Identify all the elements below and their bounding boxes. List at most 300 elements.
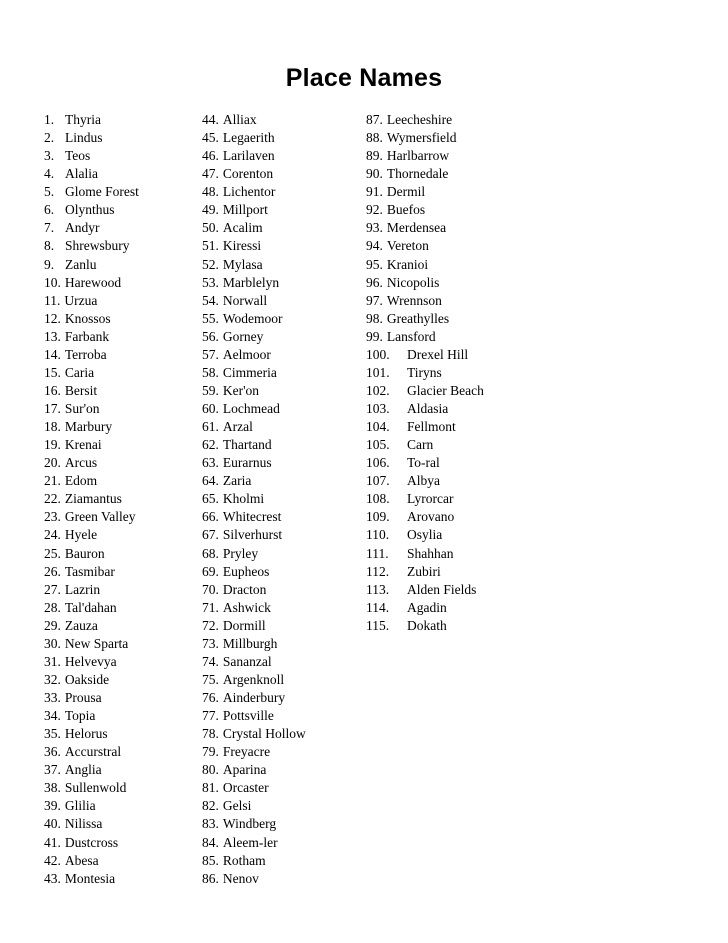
list-item [366, 581, 566, 599]
list-item [202, 599, 352, 617]
item-number: 18. [44, 419, 61, 435]
list-item [202, 201, 352, 219]
place-name: Lansford [386, 328, 436, 344]
place-name: Wrennson [386, 292, 442, 308]
list-item [366, 418, 566, 436]
item-number: 77. [202, 708, 219, 724]
place-name: Farbank [64, 328, 110, 344]
item-number: 3. [44, 148, 55, 164]
item-number: 108. [366, 491, 390, 507]
list-item [44, 237, 194, 255]
item-number: 4. [44, 166, 55, 182]
place-name: Bersit [64, 382, 98, 398]
list-item [202, 472, 352, 490]
list-item [202, 436, 352, 454]
item-number: 92. [366, 202, 383, 218]
list-item [202, 545, 352, 563]
item-number: 43. [44, 870, 61, 886]
list-item [202, 671, 352, 689]
list-item [44, 617, 194, 635]
item-number: 33. [44, 690, 61, 705]
list-item [366, 508, 566, 526]
list-item [44, 526, 194, 544]
place-name: Vereton [386, 238, 429, 254]
place-name: Rotham [222, 852, 266, 868]
place-name: Kholmi [222, 491, 265, 507]
list-item [366, 219, 566, 237]
list-item [202, 834, 352, 852]
list-item [202, 815, 352, 833]
item-number: 104. [366, 419, 390, 435]
list-item [202, 653, 352, 671]
list-item [44, 183, 194, 201]
list-item [366, 526, 566, 544]
place-name: Ainderbury [222, 690, 286, 705]
place-name: Topia [64, 708, 96, 724]
item-number: 12. [44, 310, 61, 326]
place-name: Glacier Beach [407, 382, 484, 398]
place-name: Marblelyn [222, 274, 280, 290]
place-name: Lyrorcar [407, 491, 454, 507]
place-name: New Sparta [64, 635, 129, 651]
list-item [366, 201, 566, 219]
item-number: 11. [44, 292, 61, 308]
place-name: Drexel Hill [407, 346, 469, 362]
place-name: Kranioi [386, 256, 429, 272]
list-item [366, 310, 566, 328]
list-item [44, 418, 194, 436]
item-number: 67. [202, 527, 219, 543]
place-name: Marbury [64, 419, 113, 435]
item-number: 109. [366, 509, 390, 525]
item-number: 44. [202, 112, 219, 127]
list-item [202, 165, 352, 183]
list-item [366, 472, 566, 490]
place-name: Acalim [222, 220, 263, 236]
item-number: 68. [202, 545, 219, 561]
list-item [202, 689, 352, 707]
item-number: 46. [202, 148, 219, 164]
list-item [366, 436, 566, 454]
item-number: 75. [202, 671, 219, 687]
place-name: Zubiri [407, 563, 441, 579]
place-name: Dustcross [64, 834, 119, 850]
place-name: Arzal [222, 419, 253, 435]
item-number: 74. [202, 653, 219, 669]
list-item [44, 797, 194, 815]
list-item [366, 165, 566, 183]
place-name: Alden Fields [407, 581, 477, 597]
place-name: Oakside [64, 671, 110, 687]
place-name: Millburgh [222, 635, 278, 651]
place-name: Arovano [407, 509, 455, 525]
list-item [44, 328, 194, 346]
item-number: 22. [44, 491, 61, 507]
item-number: 23. [44, 509, 61, 525]
item-number: 30. [44, 635, 61, 651]
list-item [366, 328, 566, 346]
place-name: Nicopolis [386, 274, 440, 290]
item-number: 76. [202, 690, 219, 705]
list-item [366, 545, 566, 563]
list-item [366, 292, 566, 310]
item-number: 70. [202, 581, 219, 597]
item-number: 40. [44, 816, 61, 832]
item-number: 37. [44, 762, 61, 778]
item-number: 100. [366, 346, 390, 362]
list-item [44, 852, 194, 870]
list-item [44, 581, 194, 599]
item-number: 10. [44, 274, 61, 290]
place-name: Nilissa [64, 816, 103, 832]
list-item [44, 454, 194, 472]
list-item [202, 581, 352, 599]
place-name: Arcus [64, 455, 98, 471]
place-name: Aldasia [407, 401, 449, 416]
item-number: 29. [44, 617, 61, 633]
item-number: 59. [202, 382, 219, 398]
place-name: Montesia [64, 870, 116, 886]
item-number: 88. [366, 130, 383, 146]
item-number: 111. [366, 545, 389, 561]
place-name: Freyacre [222, 744, 271, 760]
list-item [44, 165, 194, 183]
item-number: 15. [44, 364, 61, 380]
place-name: Cimmeria [222, 364, 277, 380]
place-name: Gorney [222, 328, 264, 344]
item-number: 24. [44, 527, 61, 543]
item-number: 107. [366, 473, 390, 489]
place-name: Agadin [407, 599, 447, 615]
item-number: 65. [202, 491, 219, 507]
item-number: 55. [202, 310, 219, 326]
item-number: 25. [44, 545, 61, 561]
item-number: 91. [366, 184, 383, 200]
item-number: 86. [202, 870, 219, 886]
list-item [44, 472, 194, 490]
place-name: Fellmont [407, 419, 456, 435]
place-name: Dokath [407, 617, 447, 633]
list-item [44, 364, 194, 382]
list-item [44, 834, 194, 852]
item-number: 2. [44, 130, 55, 146]
item-number: 14. [44, 346, 61, 362]
item-number: 99. [366, 328, 383, 344]
item-number: 38. [44, 780, 61, 796]
place-name: Albya [407, 473, 440, 489]
list-item [44, 310, 194, 328]
list-item [44, 400, 194, 418]
list-item [44, 870, 194, 888]
place-name: Olynthus [65, 202, 115, 218]
place-name: Leecheshire [386, 112, 453, 127]
item-number: 5. [44, 184, 55, 200]
place-name: Lichentor [222, 184, 276, 200]
list-item [202, 310, 352, 328]
list-item [44, 382, 194, 400]
item-number: 31. [44, 653, 61, 669]
place-name: Buefos [386, 202, 426, 218]
item-number: 69. [202, 563, 219, 579]
place-name: Hyele [64, 527, 98, 543]
list-item [366, 147, 566, 165]
list-item [202, 292, 352, 310]
list-item [44, 346, 194, 364]
item-number: 110. [366, 527, 390, 543]
item-number: 64. [202, 473, 219, 489]
list-item [366, 237, 566, 255]
item-number: 97. [366, 292, 383, 308]
item-number: 90. [366, 166, 383, 182]
item-number: 13. [44, 328, 61, 344]
place-name: Zanlu [65, 256, 97, 272]
item-number: 83. [202, 816, 219, 832]
page-title: Place Names [285, 63, 443, 92]
list-item [202, 364, 352, 382]
list-item [202, 779, 352, 797]
place-name: Argenknoll [222, 671, 285, 687]
list-item [44, 436, 194, 454]
item-number: 96. [366, 274, 383, 290]
item-number: 52. [202, 256, 219, 272]
list-item [44, 689, 194, 707]
list-item [366, 454, 566, 472]
place-list-column-1 [44, 111, 194, 888]
place-name: Pottsville [222, 708, 274, 724]
item-number: 53. [202, 274, 219, 290]
place-name: Alalia [65, 166, 98, 182]
item-number: 71. [202, 599, 219, 615]
item-number: 50. [202, 220, 219, 236]
place-name: Ashwick [222, 599, 271, 615]
place-name: Silverhurst [222, 527, 283, 543]
item-number: 47. [202, 166, 219, 182]
item-number: 84. [202, 834, 219, 850]
place-name: Corenton [222, 166, 274, 182]
item-number: 49. [202, 202, 219, 218]
place-name: Pryley [222, 545, 259, 561]
item-number: 28. [44, 599, 61, 615]
place-name: Wymersfield [386, 130, 457, 146]
list-item [366, 346, 566, 364]
item-number: 78. [202, 726, 219, 742]
place-name: Helorus [64, 726, 108, 742]
item-number: 57. [202, 346, 219, 362]
item-number: 73. [202, 635, 219, 651]
place-name: Larilaven [222, 148, 275, 164]
place-name: Kiressi [222, 238, 262, 254]
item-number: 36. [44, 744, 61, 760]
list-item [44, 671, 194, 689]
item-number: 39. [44, 798, 61, 814]
place-name: Ziamantus [64, 491, 122, 507]
item-number: 79. [202, 744, 219, 760]
item-number: 58. [202, 364, 219, 380]
place-name: Helvevya [64, 653, 117, 669]
list-item [366, 490, 566, 508]
list-item [366, 111, 566, 129]
list-item [202, 743, 352, 761]
item-number: 35. [44, 726, 61, 742]
place-name: Edom [64, 473, 98, 489]
list-item [44, 111, 194, 129]
list-item [202, 111, 352, 129]
list-item [44, 256, 194, 274]
place-name: Alliax [222, 112, 257, 127]
item-number: 115. [366, 617, 390, 633]
item-number: 26. [44, 563, 61, 579]
list-item [202, 617, 352, 635]
item-number: 63. [202, 455, 219, 471]
list-item [366, 599, 566, 617]
list-item [366, 617, 566, 635]
item-number: 85. [202, 852, 219, 868]
item-number: 89. [366, 148, 383, 164]
place-name: Harewood [64, 274, 122, 290]
list-item [44, 201, 194, 219]
list-item [202, 328, 352, 346]
place-name: Accurstral [64, 744, 122, 760]
item-number: 66. [202, 509, 219, 525]
place-name: Zauza [64, 617, 98, 633]
list-item [44, 707, 194, 725]
list-item [366, 382, 566, 400]
list-item [202, 346, 352, 364]
item-number: 81. [202, 780, 219, 796]
item-number: 41. [44, 834, 61, 850]
list-item [366, 400, 566, 418]
list-item [202, 418, 352, 436]
item-number: 6. [44, 202, 55, 218]
place-name: Mylasa [222, 256, 263, 272]
place-name: Lazrin [64, 581, 101, 597]
list-item [44, 147, 194, 165]
list-item [202, 219, 352, 237]
item-number: 113. [366, 581, 390, 597]
item-number: 103. [366, 401, 390, 416]
list-item [44, 815, 194, 833]
list-item [44, 129, 194, 147]
list-item [44, 219, 194, 237]
list-item [202, 382, 352, 400]
place-name: Teos [65, 148, 91, 164]
item-number: 54. [202, 292, 219, 308]
item-number: 101. [366, 364, 390, 380]
place-name: Dermil [386, 184, 426, 200]
place-name: Glilia [64, 798, 96, 814]
place-name: Norwall [222, 292, 268, 308]
place-name: Orcaster [222, 780, 269, 796]
list-item [366, 563, 566, 581]
list-item [366, 129, 566, 147]
place-name: Green Valley [64, 509, 136, 525]
list-item [44, 599, 194, 617]
list-item [202, 563, 352, 581]
item-number: 93. [366, 220, 383, 236]
list-item [202, 635, 352, 653]
place-name: Prousa [64, 690, 102, 705]
list-item [366, 183, 566, 201]
place-name: Shahhan [407, 545, 454, 561]
place-name: Wodemoor [222, 310, 283, 326]
place-name: Knossos [64, 310, 111, 326]
list-item [202, 526, 352, 544]
item-number: 87. [366, 112, 383, 127]
place-name: Terroba [64, 346, 107, 362]
item-number: 34. [44, 708, 61, 724]
list-item [202, 508, 352, 526]
list-item [44, 545, 194, 563]
item-number: 94. [366, 238, 383, 254]
place-name: Tasmibar [64, 563, 115, 579]
place-name: Dormill [222, 617, 266, 633]
list-item [44, 274, 194, 292]
item-number: 16. [44, 382, 61, 398]
list-item [44, 653, 194, 671]
item-number: 62. [202, 437, 219, 453]
list-item [44, 635, 194, 653]
item-number: 17. [44, 401, 61, 416]
list-item [202, 761, 352, 779]
list-item [44, 508, 194, 526]
place-list-column-2 [202, 111, 352, 888]
place-name: Thartand [222, 437, 272, 453]
place-name: Legaerith [222, 130, 275, 146]
place-name: Tiryns [407, 364, 442, 380]
place-name: Merdensea [386, 220, 447, 236]
list-item [202, 274, 352, 292]
list-item [366, 256, 566, 274]
item-number: 102. [366, 382, 390, 398]
item-number: 80. [202, 762, 219, 778]
list-item [202, 725, 352, 743]
item-number: 7. [44, 220, 55, 236]
place-name: Lochmead [222, 401, 280, 416]
place-name: Dracton [222, 581, 267, 597]
list-item [44, 725, 194, 743]
item-number: 27. [44, 581, 61, 597]
place-name: Zaria [222, 473, 252, 489]
place-name: Windberg [222, 816, 277, 832]
list-item [202, 707, 352, 725]
place-name: Andyr [65, 220, 100, 236]
list-item [44, 292, 194, 310]
place-name: Osylia [407, 527, 443, 543]
place-list-column-3 [366, 111, 566, 635]
item-number: 105. [366, 437, 390, 453]
list-item [202, 454, 352, 472]
place-name: Sullenwold [64, 780, 127, 796]
place-name: Aelmoor [222, 346, 271, 362]
list-item [366, 274, 566, 292]
item-number: 72. [202, 617, 219, 633]
item-number: 112. [366, 563, 390, 579]
place-name: Whitecrest [222, 509, 282, 525]
place-name: Aparina [222, 762, 267, 778]
place-name: Lindus [65, 130, 103, 146]
item-number: 32. [44, 671, 61, 687]
list-item [202, 147, 352, 165]
list-item [202, 183, 352, 201]
place-name: Ker'on [222, 382, 260, 398]
place-name: Bauron [64, 545, 105, 561]
place-name: Sananzal [222, 653, 272, 669]
list-item [202, 237, 352, 255]
list-item [44, 563, 194, 581]
item-number: 60. [202, 401, 219, 416]
item-number: 56. [202, 328, 219, 344]
list-item [202, 870, 352, 888]
